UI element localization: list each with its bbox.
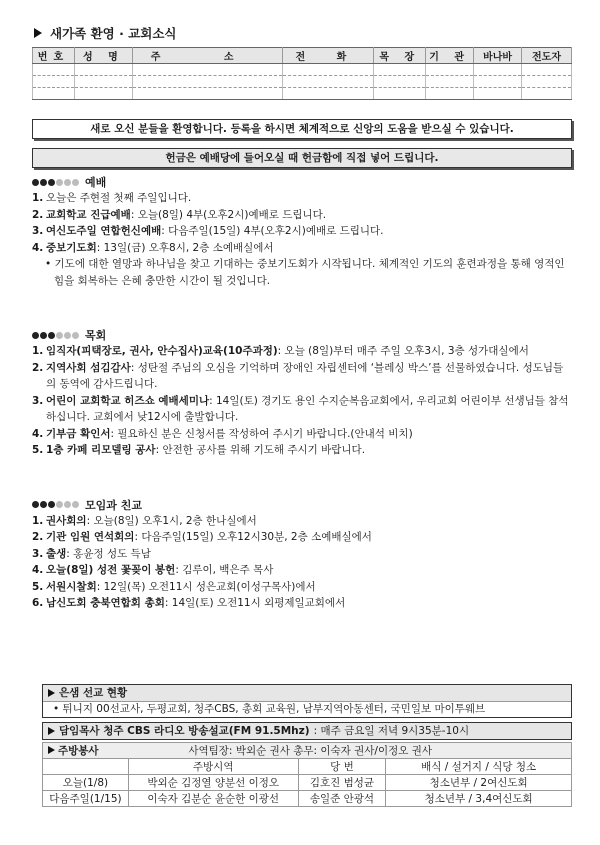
list-item: 6. 남신도회 충북연합회 총회: 14일(토) 오전11시 외평제일교회에서 — [32, 597, 346, 609]
list-item: 5. 서원시찰회: 12일(목) 오전11시 성은교회(이성구목사)에서 — [32, 580, 316, 593]
table-cell: 당 번 — [298, 759, 386, 775]
list-item: 4. 기부금 확인서: 필요하신 분은 신청서를 작성하여 주시기 바랍니다.(안내석 비치) — [32, 427, 413, 440]
newcomer-header-row — [33, 48, 572, 64]
ministry-list — [32, 343, 572, 459]
meetings-title: 모임과 친교 — [85, 498, 142, 512]
bulletin-page — [32, 24, 572, 805]
col-barnabas: 바나바 — [474, 48, 522, 64]
triangle-right-icon — [48, 727, 55, 735]
table-row — [43, 759, 572, 775]
list-item: 1. 권사회의: 오늘(8일) 오후1시, 2층 한나실에서 — [32, 514, 257, 527]
table-row — [33, 76, 572, 88]
list-item: 2. 교회학교 진급예배: 오늘(8일) 4부(오후2시)예배로 드립니다. — [32, 208, 327, 221]
list-item: 2. 기관 임원 연석회의: 다음주일(15일) 오후12시30분, 2층 소예배실에서 — [32, 531, 372, 543]
col-mokjang: 목 장 — [374, 48, 426, 64]
ministry-title: 목회 — [85, 329, 107, 342]
bottom-info — [42, 684, 572, 807]
meetings-section — [32, 497, 572, 612]
worship-title: 예배 — [85, 176, 107, 189]
offering-notice: 헌금은 예배당에 들어오실 때 헌금함에 직접 넣어 드립니다. — [32, 148, 572, 168]
worship-section — [32, 174, 572, 289]
table-cell: 주방시역 — [128, 759, 298, 775]
col-organization: 기 관 — [426, 48, 474, 64]
ministry-section — [32, 327, 572, 459]
list-item: 3. 여신도주일 연합헌신예배: 다음주일(15일) 4부(오후2시)예배로 드립니다. — [32, 225, 384, 237]
newcomer-title: 새가족 환영 · 교회소식 — [50, 26, 177, 41]
meetings-heading — [32, 497, 572, 513]
col-name: 성 명 — [74, 48, 132, 64]
list-item: 2. 지역사회 섬김감사: 성탄절 주님의 오심을 기억하며 장애인 자립센터에 ‘블레싱 박스’를 선물하였습니다. 성도님들의 동역에 감사드립니다. — [32, 361, 564, 390]
table-row — [43, 743, 572, 759]
table-row — [33, 88, 572, 100]
radio-title: 담임목사 청주 CBS 라디오 방송설교(FM 91.5Mhz) — [59, 725, 310, 737]
triangle-right-icon — [48, 689, 55, 697]
mission-body: • 튀니지 00선교사, 두평교회, 청주CBS, 총회 교육원, 남부지역아동센터, 국민일보 마이투웨브 — [43, 701, 571, 717]
newcomer-table — [32, 47, 572, 100]
mission-title: 은샘 선교 현황 — [59, 687, 128, 699]
list-item: 5. 1층 카페 리모델링 공사: 안전한 공사를 위해 기도해 주시기 바랍니다. — [32, 444, 366, 456]
table-cell: 이숙자 김분순 윤순한 이광선 — [128, 791, 298, 807]
list-item: 4. 중보기도회: 13일(금) 오후8시, 2층 소예배실에서 — [32, 241, 274, 254]
list-item: 1. 임직자(피택장로, 권사, 안수집사)교육(10주과정): 오늘 (8일)부터 매주 주일 오후3시, 3층 성가대실에서 — [32, 345, 529, 357]
prayer-note: • 기도에 대한 열망과 하나님을 찾고 기대하는 중보기도회가 시작됩니다. 체계적인 기도의 훈련과정을 통해 영적인 힘을 회복하는 은혜 충만한 시간이 될 것입니다. — [45, 258, 565, 287]
meetings-list — [32, 513, 572, 612]
table-cell: 다음주일(1/15) — [43, 791, 129, 807]
table-cell: 청소년부 / 2여신도회 — [386, 775, 572, 791]
service-title-cell: 주방봉사 — [43, 743, 129, 759]
radio-text: : 매주 금요일 저녁 9시35분-10시 — [313, 725, 470, 737]
table-cell: 송일준 안광석 — [298, 791, 386, 807]
ministry-heading — [32, 327, 572, 343]
table-row — [33, 64, 572, 76]
table-cell: 배식 / 설거지 / 식당 청소 — [386, 759, 572, 775]
mission-header — [43, 685, 571, 701]
triangle-right-icon — [34, 28, 42, 38]
dots-icon — [32, 501, 79, 508]
col-number: 번호 — [33, 48, 75, 64]
radio-header — [43, 723, 571, 739]
radio-box — [42, 722, 572, 740]
dots-icon — [32, 332, 79, 339]
list-item: 3. 출생: 홍윤정 성도 득남 — [32, 547, 151, 560]
table-cell: 청소년부 / 3,4여신도회 — [386, 791, 572, 807]
dots-icon — [32, 179, 79, 186]
kitchen-service-table — [42, 742, 572, 807]
list-item: 4. 오늘(8일) 성전 꽃꽂이 봉헌: 김루이, 백은주 목사 — [32, 564, 274, 576]
table-cell — [43, 759, 129, 775]
col-phone: 전 화 — [282, 48, 374, 64]
col-evangelist: 전도자 — [522, 48, 572, 64]
table-row — [43, 775, 572, 791]
triangle-right-icon — [48, 746, 55, 754]
table-cell: 김호진 범성균 — [298, 775, 386, 791]
table-cell: 박외순 김정열 양분선 이정오 — [128, 775, 298, 791]
worship-list — [32, 190, 572, 256]
service-leaders: 사역팀장: 박외순 권사 총무: 이숙자 권사/이정오 권사 — [128, 743, 571, 759]
mission-box — [42, 684, 572, 718]
table-row — [43, 791, 572, 807]
list-item: 1. 오늘은 주현절 첫째 주일입니다. — [32, 192, 192, 204]
table-cell: 오늘(1/8) — [43, 775, 129, 791]
col-address: 주 소 — [132, 48, 282, 64]
worship-heading — [32, 174, 572, 190]
newcomer-section-title — [34, 24, 572, 42]
welcome-notice: 새로 오신 분들을 환영합니다. 등록을 하시면 체계적으로 신앙의 도움을 받으실 수 있습니다. — [32, 119, 572, 139]
list-item: 3. 어린이 교회학교 히즈쇼 예배세미나: 14일(토) 경기도 용인 수지순복음교회에서, 우리교회 어린이부 선생님들 참석하십니다. 교회에서 낮12시에 출발합니다. — [32, 394, 569, 423]
